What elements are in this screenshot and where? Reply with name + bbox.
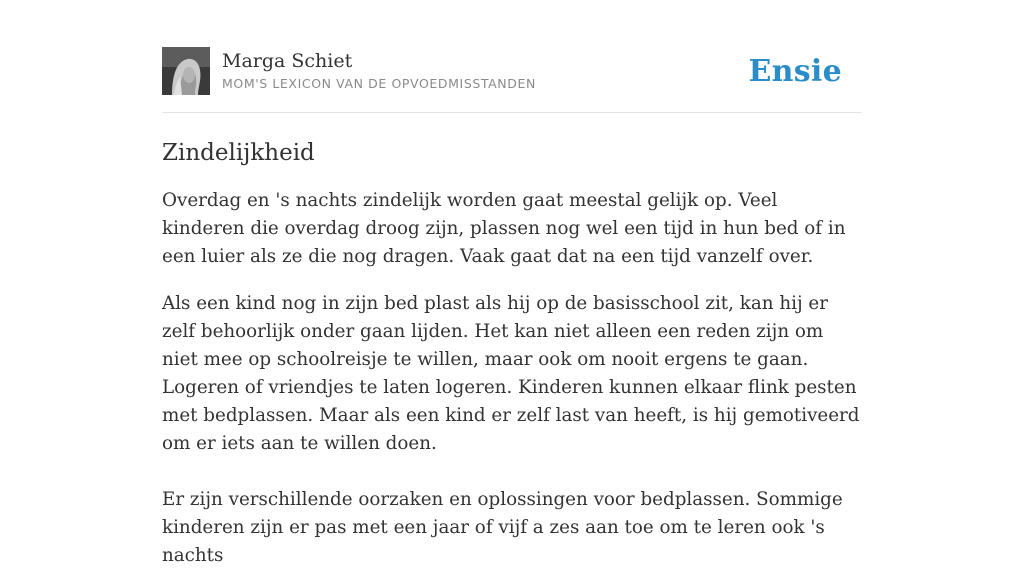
article-title: Zindelijkheid xyxy=(162,140,315,166)
author-avatar[interactable] xyxy=(162,47,210,95)
article-page xyxy=(162,0,862,570)
author-info xyxy=(222,49,536,93)
article-header xyxy=(162,46,862,113)
ensie-logo[interactable]: Ensie xyxy=(748,53,842,89)
article-body xyxy=(162,187,862,570)
author-name[interactable]: Marga Schiet xyxy=(222,50,353,72)
paragraph: Als een kind nog in zijn bed plast als hij op de basisschool zit, kan hij er zelf behoorlijk onder gaan lijden. Het kan niet alleen een reden zijn om niet mee op schoolreisje te willen, maar ook om nooit ergens te gaan. Logeren of vriendjes te laten logeren. Kinderen kunnen elkaar flink pesten met bedplassen. Maar als een kind er zelf last van heeft, is hij gemotiveerd om er iets aan te willen doen. xyxy=(162,293,860,454)
paragraph: Er zijn verschillende oorzaken en oplossingen voor bedplassen. Sommige kinderen zijn er pas met een jaar of vijf a zes aan toe om te leren ook 's nachts xyxy=(162,489,843,566)
publication-name[interactable]: MOM'S LEXICON VAN DE OPVOEDMISSTANDEN xyxy=(222,76,536,91)
paragraph: Overdag en 's nachts zindelijk worden gaat meestal gelijk op. Veel kinderen die overdag droog zijn, plassen nog wel een tijd in hun bed of in een luier als ze die nog dragen. Vaak gaat dat na een tijd vanzelf over. xyxy=(162,190,846,267)
author-portrait-icon xyxy=(162,47,210,95)
